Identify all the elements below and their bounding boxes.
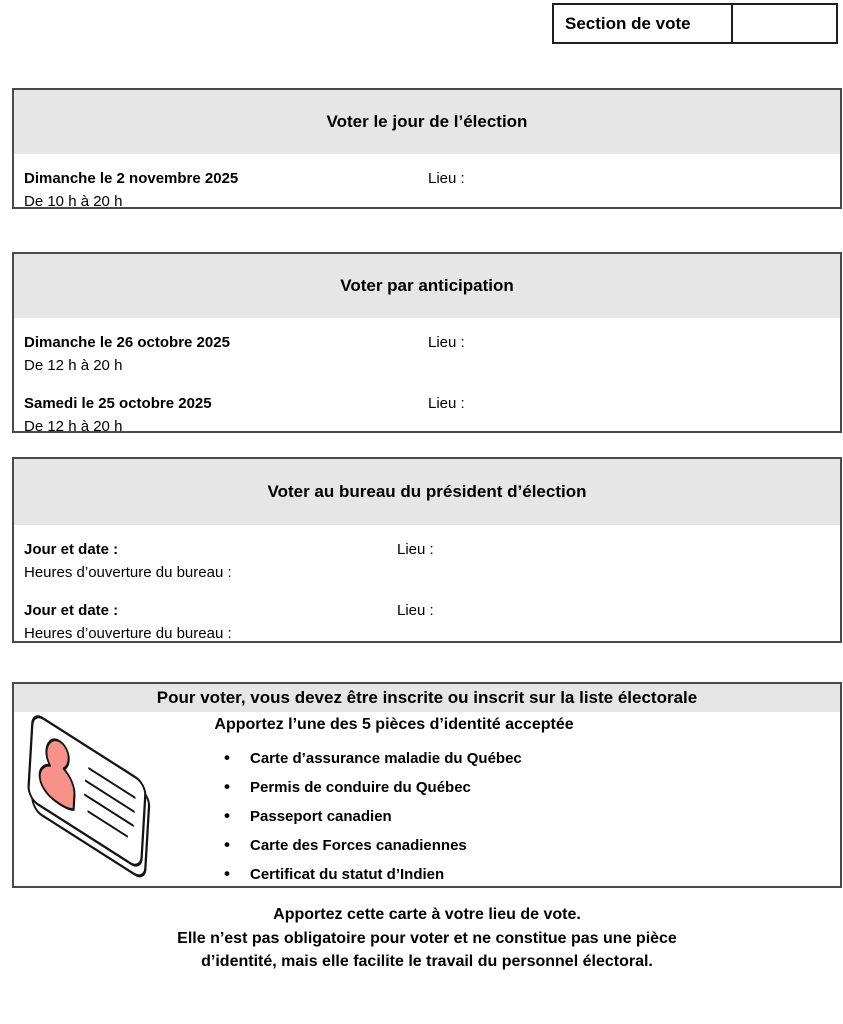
id-pieces-heading: Apportez l’une des 5 pièces d’identité acceptée — [214, 716, 574, 733]
list-item: • Passeport canadien — [210, 808, 770, 826]
schedule-row — [14, 586, 840, 647]
schedule-row — [14, 154, 840, 215]
list-item: • Carte d’assurance maladie du Québec — [210, 750, 770, 768]
schedule-date: Dimanche le 26 octobre 2025 — [24, 334, 230, 351]
advance-voting-title: Voter par anticipation — [14, 254, 840, 318]
advance-voting-table — [12, 252, 842, 433]
lieu-label: Lieu : — [428, 170, 465, 187]
lieu-label: Lieu : — [397, 541, 434, 558]
election-day-title: Voter le jour de l’élection — [14, 90, 840, 154]
id-pieces-list — [210, 750, 770, 895]
section-de-vote-box — [552, 3, 838, 44]
list-item: • Permis de conduire du Québec — [210, 779, 770, 797]
schedule-date: Samedi le 25 octobre 2025 — [24, 395, 212, 412]
registration-table — [12, 682, 842, 888]
returning-officer-title: Voter au bureau du président d’élection — [14, 459, 840, 525]
lieu-label: Lieu : — [397, 602, 434, 619]
section-de-vote-label: Section de vote — [554, 5, 733, 42]
id-card-icon — [20, 706, 172, 882]
schedule-hours: De 10 h à 20 h — [24, 193, 123, 210]
schedule-row — [14, 525, 840, 586]
bring-card-note — [12, 903, 842, 974]
note-line: d’identité, mais elle facilite le travail du personnel électoral. — [201, 953, 653, 970]
note-line: Elle n’est pas obligatoire pour voter et ne constitue pas une pièce — [177, 929, 677, 947]
returning-officer-table — [12, 457, 842, 643]
schedule-hours: Heures d’ouverture du bureau : — [24, 564, 232, 581]
schedule-date: Jour et date : — [24, 541, 119, 558]
registration-title: Pour voter, vous devez être inscrite ou inscrit sur la liste électorale — [14, 684, 840, 712]
list-item: • Carte des Forces canadiennes — [210, 837, 770, 855]
schedule-date: Dimanche le 2 novembre 2025 — [24, 170, 239, 187]
schedule-hours: Heures d’ouverture du bureau : — [24, 625, 232, 642]
section-de-vote-value-cell — [733, 5, 836, 42]
note-line: Apportez cette carte à votre lieu de vote. — [273, 906, 581, 923]
election-day-table — [12, 88, 842, 209]
schedule-row — [14, 318, 840, 379]
lieu-label: Lieu : — [428, 334, 465, 351]
list-item: • Certificat du statut d’Indien — [210, 866, 770, 884]
schedule-date: Jour et date : — [24, 602, 119, 619]
schedule-hours: De 12 h à 20 h — [24, 357, 123, 374]
schedule-hours: De 12 h à 20 h — [24, 418, 123, 435]
schedule-row — [14, 379, 840, 440]
lieu-label: Lieu : — [428, 395, 465, 412]
